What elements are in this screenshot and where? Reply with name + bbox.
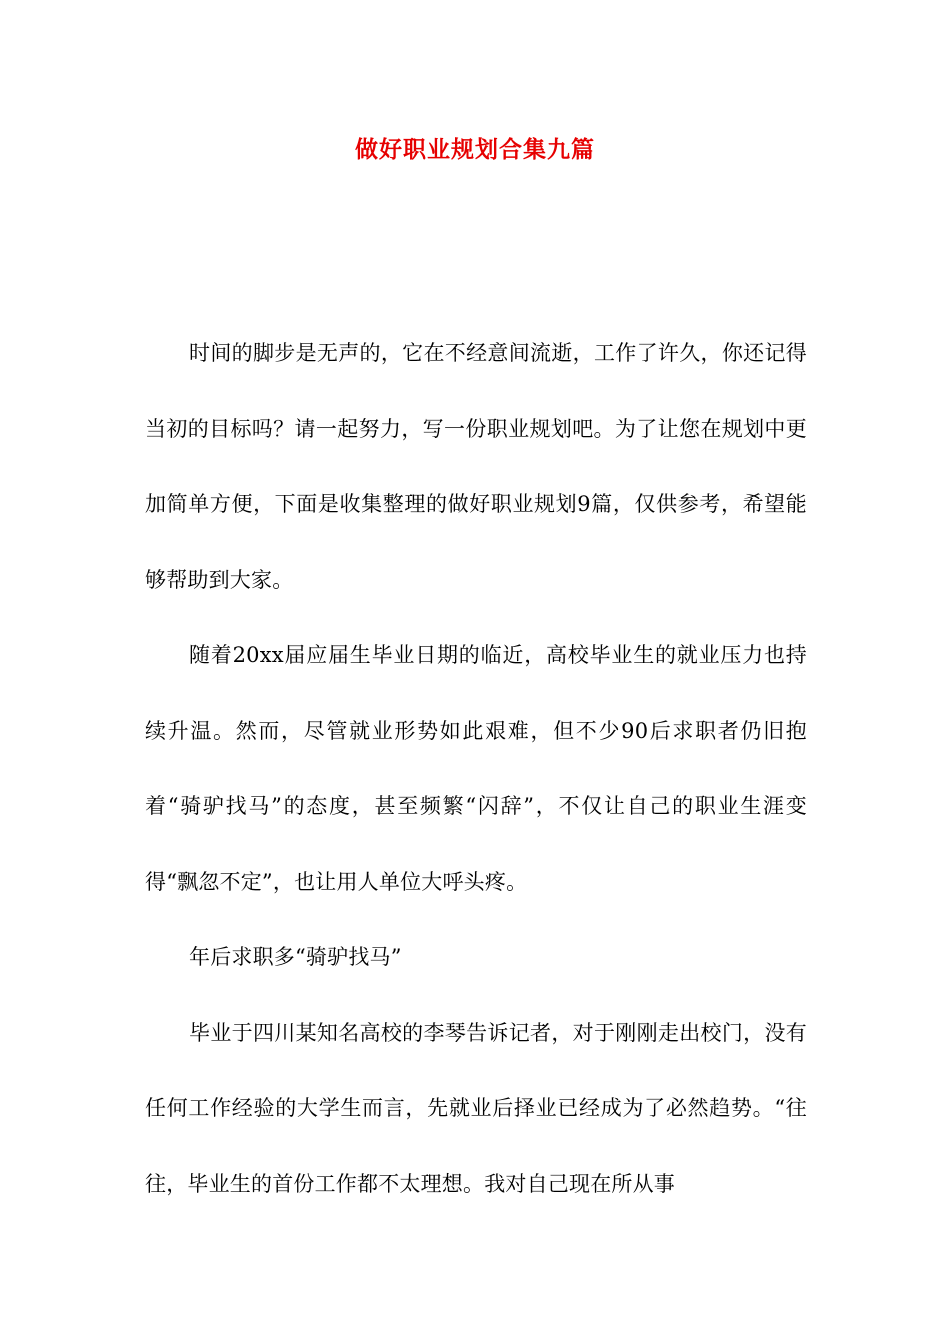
paragraph-background: 随着20xx届应届生毕业日期的临近，高校毕业生的就业压力也持续升温。然而，尽管就业形势如此艰难，但不少90后求职者仍旧抱着“骑驴找马”的态度，甚至频繁“闪辞”，不仅让自己的职业生涯变得“飘忽不定”，也让用人单位大呼头疼。 — [145, 643, 807, 894]
document-title: 做好职业规划合集九篇 — [355, 137, 595, 163]
paragraph-interview: 毕业于四川某知名高校的李琴告诉记者，对于刚刚走出校门，没有任何工作经验的大学生而言，先就业后择业已经成为了必然趋势。“往往，毕业生的首份工作都不太理想。我对自己现在所从事 — [145, 1020, 807, 1196]
paragraph-intro: 时间的脚步是无声的，它在不经意间流逝，工作了许久，你还记得当初的目标吗？请一起努力，写一份职业规划吧。为了让您在规划中更加简单方便，下面是收集整理的做好职业规划9篇，仅供参考，希望能够帮助到大家。 — [145, 341, 807, 592]
section-heading: 年后求职多“骑驴找马” — [189, 945, 402, 969]
document-body — [145, 316, 807, 1222]
